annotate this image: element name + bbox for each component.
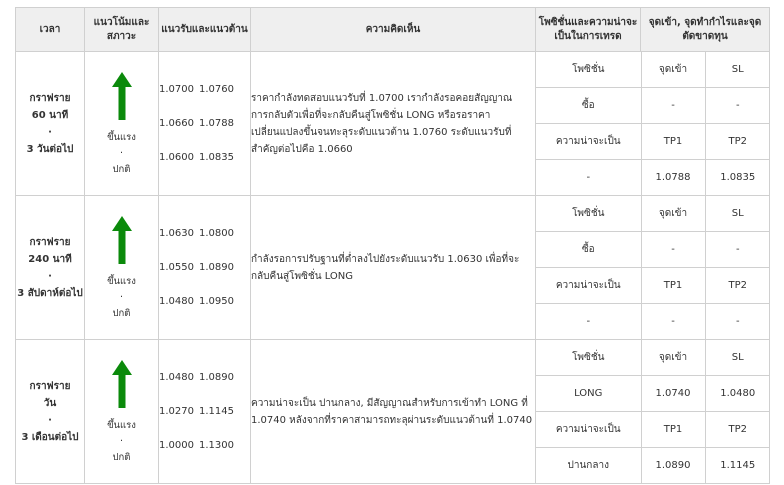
sl-value: - (705, 232, 770, 268)
header-points: จุดเข้า, จุดทำกำไรและจุดตัดขาดทุน (641, 8, 770, 52)
trend-condition: ปกติ (112, 164, 131, 175)
levels-cell (159, 52, 251, 196)
grid-row (536, 448, 770, 484)
support-level: 1.0630 (159, 228, 194, 239)
trade-grid-cell (536, 196, 770, 340)
probability-label: ความน่าจะเป็น (536, 412, 641, 448)
trade-grid-cell (536, 340, 770, 484)
forecast-table (15, 7, 770, 484)
comment-cell: ความน่าจะเป็น ปานกลาง, มีสัญญาณสำหรับการเข้าทำ LONG ที่ 1.0740 หลังจากที่ราคาสามารถทะลุผ่านระดับแนวต้านที่ 1.0740 (251, 340, 536, 484)
sl-value: 1.0480 (705, 376, 770, 412)
sl-label: SL (705, 340, 770, 376)
trend-strength: ขึ้นแรง (107, 132, 136, 143)
timeframe-line1: กราฟราย (29, 380, 71, 392)
timeframe-horizon: 3 เดือนต่อไป (21, 431, 79, 443)
timeframe-cell (16, 52, 85, 196)
support-level: 1.0660 (159, 118, 194, 129)
header-comment: ความคิดเห็น (251, 8, 536, 52)
probability-value: ปานกลาง (536, 448, 641, 484)
header-position: โพซิชั่นและความน่าจะเป็นในการเทรด (536, 8, 641, 52)
timeframe-line1: กราฟราย (29, 92, 71, 104)
timeframe-cell (16, 340, 85, 484)
trend-condition: ปกติ (112, 308, 131, 319)
level-pair (159, 395, 250, 429)
table-row (16, 52, 770, 196)
comment-cell: กำลังรอการปรับฐานที่ต่ำลงไปยังระดับแนวรับ 1.0630 เพื่อที่จะกลับคืนสู่โพซิชั่น LONG (251, 196, 536, 340)
resistance-level: 1.1300 (199, 440, 234, 451)
position-value: ซื้อ (536, 88, 641, 124)
levels-cell (159, 340, 251, 484)
timeframe-separator: · (48, 270, 52, 282)
entry-value: - (641, 88, 705, 124)
trade-grid-cell (536, 52, 770, 196)
grid-row (536, 160, 770, 196)
support-level: 1.0700 (159, 84, 194, 95)
up-arrow-icon (112, 72, 132, 120)
entry-label: จุดเข้า (641, 196, 705, 232)
resistance-level: 1.0890 (199, 372, 234, 383)
level-pair (159, 361, 250, 395)
support-level: 1.0550 (159, 262, 194, 273)
level-pair (159, 285, 250, 319)
timeframe-cell (16, 196, 85, 340)
resistance-level: 1.1145 (199, 406, 234, 417)
sl-label: SL (705, 52, 770, 88)
resistance-level: 1.0890 (199, 262, 234, 273)
resistance-level: 1.0800 (199, 228, 234, 239)
grid-row (536, 376, 770, 412)
trend-condition: ปกติ (112, 452, 131, 463)
tp1-label: TP1 (641, 412, 705, 448)
header-trend: แนวโน้มและสภาวะ (85, 8, 159, 52)
level-pair (159, 217, 250, 251)
timeframe-horizon: 3 วันต่อไป (26, 143, 74, 155)
trade-grid (536, 52, 770, 195)
sl-value: - (705, 88, 770, 124)
timeframe-separator: · (48, 414, 52, 426)
sl-label: SL (705, 196, 770, 232)
tp2-label: TP2 (705, 268, 770, 304)
up-arrow-icon (112, 360, 132, 408)
timeframe-horizon: 3 สัปดาห์ต่อไป (17, 287, 83, 299)
grid-row (536, 412, 770, 448)
trend-cell (85, 340, 159, 484)
support-level: 1.0600 (159, 152, 194, 163)
grid-row (536, 124, 770, 160)
entry-label: จุดเข้า (641, 52, 705, 88)
tp1-label: TP1 (641, 124, 705, 160)
position-label: โพซิชั่น (536, 196, 641, 232)
comment-cell: ราคากำลังทดสอบแนวรับที่ 1.0700 เรากำลังรอคอยสัญญาณการกลับตัวเพื่อที่จะกลับคืนสู่โพซิชั่น LONG หรือรอราคาเปลี่ยนแปลงขึ้นจนทะลุระดับแนวต้าน 1.0760 ระดับแนวรับที่สำคัญต่อไปคือ 1.0660 (251, 52, 536, 196)
position-label: โพซิชั่น (536, 340, 641, 376)
position-value: ซื้อ (536, 232, 641, 268)
timeframe-line2: วัน (43, 397, 57, 409)
trend-cell (85, 196, 159, 340)
tp2-label: TP2 (705, 124, 770, 160)
tp2-value: 1.1145 (705, 448, 770, 484)
entry-label: จุดเข้า (641, 340, 705, 376)
table-header-row (16, 8, 770, 52)
trend-separator: · (119, 148, 124, 159)
grid-row (536, 88, 770, 124)
level-pair (159, 251, 250, 285)
grid-row (536, 232, 770, 268)
trade-grid (536, 340, 770, 483)
probability-value: - (536, 304, 641, 340)
timeframe-line1: กราฟราย (29, 236, 71, 248)
position-value: LONG (536, 376, 641, 412)
header-time: เวลา (16, 8, 85, 52)
tp1-value: 1.0890 (641, 448, 705, 484)
tp1-value: 1.0788 (641, 160, 705, 196)
tp2-value: 1.0835 (705, 160, 770, 196)
header-levels: แนวรับและแนวต้าน (159, 8, 251, 52)
grid-row (536, 340, 770, 376)
level-pair (159, 429, 250, 463)
grid-row (536, 268, 770, 304)
level-pair (159, 141, 250, 175)
levels-cell (159, 196, 251, 340)
grid-row (536, 304, 770, 340)
level-pair (159, 107, 250, 141)
tp2-value: - (705, 304, 770, 340)
resistance-level: 1.0788 (199, 118, 234, 129)
tp1-label: TP1 (641, 268, 705, 304)
trend-cell (85, 52, 159, 196)
timeframe-separator: · (48, 126, 52, 138)
resistance-level: 1.0950 (199, 296, 234, 307)
table-row (16, 196, 770, 340)
table-row (16, 340, 770, 484)
tp2-label: TP2 (705, 412, 770, 448)
grid-row (536, 52, 770, 88)
level-pair (159, 73, 250, 107)
trend-strength: ขึ้นแรง (107, 420, 136, 431)
timeframe-line2: 240 นาที (28, 253, 72, 265)
resistance-level: 1.0835 (199, 152, 234, 163)
support-level: 1.0480 (159, 372, 194, 383)
probability-label: ความน่าจะเป็น (536, 124, 641, 160)
trend-separator: · (119, 436, 124, 447)
support-level: 1.0000 (159, 440, 194, 451)
timeframe-line2: 60 นาที (31, 109, 69, 121)
support-level: 1.0480 (159, 296, 194, 307)
probability-value: - (536, 160, 641, 196)
trend-strength: ขึ้นแรง (107, 276, 136, 287)
tp1-value: - (641, 304, 705, 340)
resistance-level: 1.0760 (199, 84, 234, 95)
entry-value: 1.0740 (641, 376, 705, 412)
support-level: 1.0270 (159, 406, 194, 417)
trend-separator: · (119, 292, 124, 303)
up-arrow-icon (112, 216, 132, 264)
entry-value: - (641, 232, 705, 268)
position-label: โพซิชั่น (536, 52, 641, 88)
grid-row (536, 196, 770, 232)
probability-label: ความน่าจะเป็น (536, 268, 641, 304)
trade-grid (536, 196, 770, 339)
